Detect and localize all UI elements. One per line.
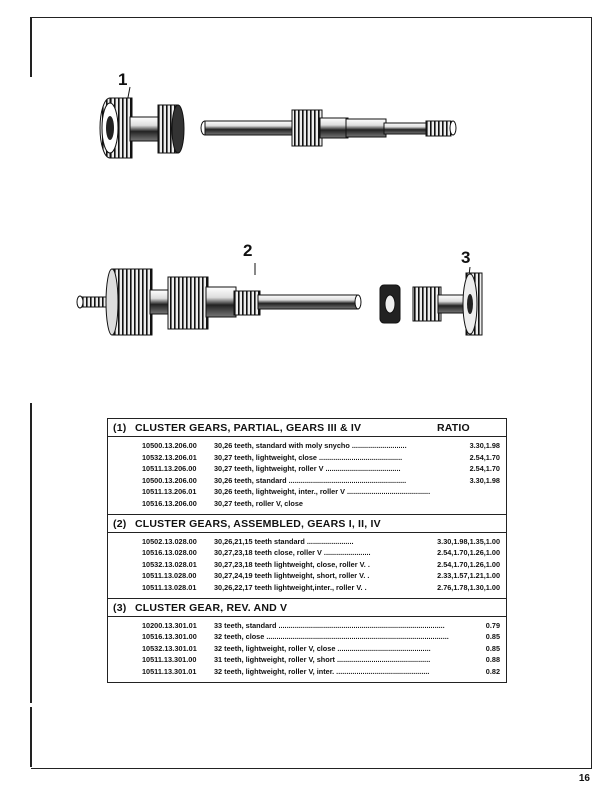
part-number: 10500.13.206.00 [142, 475, 197, 485]
part-description: 30,27 teeth, lightweight, roller V ..................................... [214, 464, 401, 474]
ratio-value: 2.33,1.57,1.21,1.00 [437, 571, 500, 581]
table-row [108, 631, 506, 643]
table-row [108, 570, 506, 582]
part-number: 10511.13.028.01 [142, 582, 197, 592]
part-description: 30,27,23,18 teeth lightweight, close, roller V. . [214, 559, 370, 569]
ratio-value: 3.30,1.98 [469, 475, 500, 485]
ratio-value: 2.54,1.70,1.26,1.00 [437, 559, 500, 569]
table-row [108, 620, 506, 632]
part-description: 30,26,21,15 teeth standard ....................... [214, 536, 354, 546]
part-number: 10532.13.206.01 [142, 452, 197, 462]
part-description: 30,27,23,18 teeth close, roller V ....................... [214, 548, 371, 558]
ratio-column-header: RATIO [437, 422, 470, 434]
ratio-value: 0.79 [485, 620, 500, 630]
part-number: 10516.13.301.00 [142, 632, 197, 642]
part-description: 30,26,22,17 teeth lightweight,inter., roller V. . [214, 582, 367, 592]
table-row [108, 486, 506, 498]
part-description: 32 teeth, close .......................................................................................... [214, 632, 449, 642]
part-description: 30,26 teeth, standard with moly snycho ........................... [214, 441, 407, 450]
partial-cluster-gear [100, 98, 184, 158]
section-rows [108, 437, 506, 515]
reverse-fifth-cluster-gear [413, 273, 482, 335]
part-description: 32 teeth, lightweight, roller V, close .............................................. [214, 643, 431, 653]
section-title: CLUSTER GEAR, REV. AND V [135, 601, 288, 614]
section-title: CLUSTER GEARS, PARTIAL, GEARS III & IV [135, 422, 362, 434]
table-row [108, 643, 506, 655]
table-row [108, 475, 506, 487]
part-number: 10511.13.206.01 [142, 487, 197, 497]
section-number: (2) [113, 517, 127, 530]
table-row [108, 666, 506, 678]
section-rows [108, 533, 506, 599]
part-number: 10516.13.206.00 [142, 498, 197, 508]
part-description: 33 teeth, standard .................................................................................. [214, 620, 445, 630]
part-number: 10532.13.301.01 [142, 643, 197, 653]
part-number: 10511.13.028.00 [142, 571, 197, 581]
section-header [108, 599, 506, 617]
part-number: 10511.13.206.00 [142, 464, 197, 474]
ratio-value: 2.54,1.70,1.26,1.00 [437, 548, 500, 558]
part-description: 30,27 teeth, roller V, close [214, 498, 303, 508]
callout-2: 2 [243, 241, 253, 260]
part-description: 30,27 teeth, lightweight, close ......................................... [214, 452, 403, 462]
ratio-value: 3.30,1.98,1.35,1.00 [437, 536, 500, 546]
part-number: 10500.13.206.00 [142, 441, 197, 450]
table-row [108, 547, 506, 559]
ratio-value: 2.54,1.70 [469, 464, 500, 474]
left-border-mark [30, 707, 32, 767]
ratio-value: 3.30,1.98 [469, 441, 500, 450]
ratio-value: 0.82 [485, 666, 500, 676]
ratio-value [498, 498, 500, 510]
assembled-cluster-gear [77, 269, 361, 335]
ratio-value: 0.85 [485, 643, 500, 653]
table-row [108, 463, 506, 475]
ratio-value: 0.85 [485, 632, 500, 642]
ratio-value: 2.76,1.78,1.30,1.00 [437, 582, 500, 592]
parts-table [107, 418, 507, 683]
roller-bearing [380, 285, 400, 323]
section-header [108, 515, 506, 533]
table-row [108, 440, 506, 452]
table-row [108, 498, 506, 510]
part-description: 32 teeth, lightweight, roller V, inter. .............................................. [214, 666, 430, 676]
part-number: 10532.13.028.01 [142, 559, 197, 569]
section-number: (3) [113, 601, 127, 614]
left-border-mark [30, 17, 32, 77]
part-number: 10511.13.301.00 [142, 655, 197, 665]
ratio-value: 2.54,1.70 [469, 452, 500, 462]
part-description: 30,26 teeth, lightweight, inter., roller V ......................................... [214, 487, 431, 497]
callout-1: 1 [118, 70, 128, 89]
part-number: 10516.13.028.00 [142, 548, 197, 558]
left-border-mark [30, 403, 32, 703]
part-number: 10502.13.028.00 [142, 536, 197, 546]
table-row [108, 654, 506, 666]
section-title: CLUSTER GEARS, ASSEMBLED, GEARS I, II, IV [135, 517, 381, 530]
section-number: (1) [113, 422, 127, 434]
part-number: 10200.13.301.01 [142, 620, 197, 630]
page-number: 16 [578, 773, 590, 784]
section-header [108, 419, 506, 437]
cluster-gears-illustration [70, 65, 550, 380]
part-description: 30,26 teeth, standard .......................................................... [214, 475, 407, 485]
table-row [108, 536, 506, 548]
ratio-value [498, 486, 500, 498]
table-row [108, 559, 506, 571]
mainshaft-upper [201, 110, 456, 146]
table-row [108, 582, 506, 594]
part-description: 30,27,24,19 teeth lightweight, short, roller V. . [214, 571, 370, 581]
part-number: 10511.13.301.01 [142, 666, 197, 676]
section-rows [108, 617, 506, 682]
table-row [108, 452, 506, 464]
callout-3: 3 [461, 248, 471, 267]
ratio-value: 0.88 [485, 655, 500, 665]
part-description: 31 teeth, lightweight, roller V, short .............................................. [214, 655, 431, 665]
